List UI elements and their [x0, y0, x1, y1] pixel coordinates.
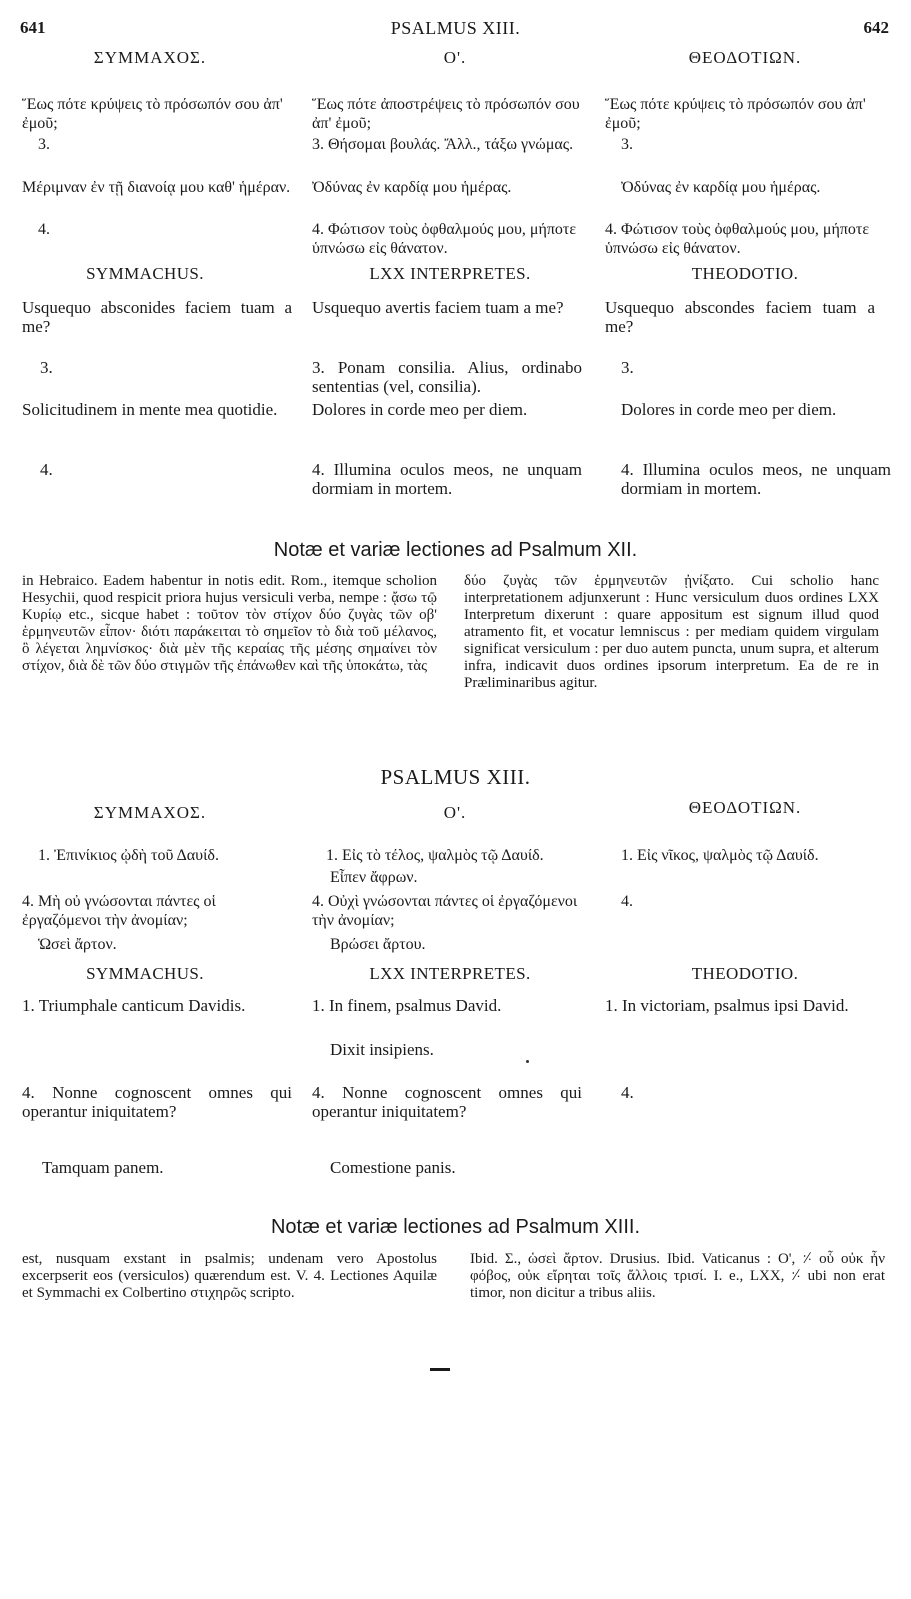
latin-cell: Solicitudinem in mente mea quotidie.: [22, 400, 278, 419]
latin-cell: Dixit insipiens.: [330, 1040, 434, 1059]
latin-cell: 4. Nonne cognoscent omnes qui operantur iniquitatem?: [312, 1083, 582, 1121]
header-symmachus-latin: SYMMACHUS.: [86, 964, 204, 983]
header-theodotion-latin: THEODOTIO.: [691, 264, 799, 283]
latin-cell: Comestione panis.: [330, 1158, 456, 1177]
latin-cell: 1. In finem, psalmus David.: [312, 996, 502, 1015]
latin-cell: 3.: [621, 358, 634, 377]
greek-cell: Ἕως πότε κρύψεις τὸ πρόσωπόν σου ἀπ' ἐμοῦ;: [605, 96, 866, 132]
greek-cell: Ὀδύνας ἐν καρδίᾳ μου ἡμέρας.: [621, 179, 821, 196]
header-symmachus-greek: ΣΥΜΜΑΧΟΣ.: [93, 803, 207, 822]
latin-cell: 4.: [40, 460, 53, 479]
latin-cell: 4. Nonne cognoscent omnes qui operantur iniquitatem?: [22, 1083, 292, 1121]
latin-cell: 3. Ponam consilia. Alius, ordinabo sententias (vel, consilia).: [312, 358, 582, 396]
greek-cell: Ὡσεὶ ἄρτον.: [38, 936, 117, 953]
greek-cell: 1. Εἰς τὸ τέλος, ψαλμὸς τῷ Δαυίδ.: [326, 847, 544, 864]
greek-cell: Μέριμναν ἐν τῇ διανοίᾳ μου καθ' ἡμέραν.: [22, 179, 291, 196]
header-lxx-greek: Ο'.: [443, 48, 467, 67]
latin-cell: 4. Illumina oculos meos, ne unquam dormiam in mortem.: [312, 460, 582, 498]
notes-title-psalm-13: Notæ et variæ lectiones ad Psalmum XIII.: [270, 1216, 641, 1238]
header-lxx-greek: Ο'.: [443, 803, 467, 822]
notes-text-left: in Hebraico. Eadem habentur in notis edit. Rom., itemque scholion Hesychii, quod respicit priora hujus versiculi verba, nempe : ᾄσω τῷ Κυρίῳ etc., sicque habet : τοῦτον τὸν στίχον δύο ζυγὰς τῶν οβ' ἑρμηνευτῶν εἶπον· διότι παράκειται τὸ σημεῖον τὸ διὰ τοῦ μέλανος, ὃ λέγεται λημνίσκος· διὰ μὲν τῆς κεραίας τῆς μέσης σημαίνει τὸν στίχον, διὰ δὲ τῶν δύο στιγμῶν τῆς ἐπάνωθεν καὶ τῆς ὑποκάτω, τὰς: [22, 573, 437, 674]
greek-cell: Βρώσει ἄρτου.: [330, 936, 426, 953]
latin-cell: 1. Triumphale canticum Davidis.: [22, 996, 246, 1015]
latin-cell: 4. Illumina oculos meos, ne unquam dormiam in mortem.: [621, 460, 891, 498]
notes-text-left: est, nusquam exstant in psalmis; undenam vero Apostolus excerpserit eos (versiculos) quærendum est. V. 4. Lectiones Aquilæ et Symmachi ex Colbertino στιχηρῶς scripto.: [22, 1251, 437, 1301]
notes-text-right: δύο ζυγὰς τῶν ἑρμηνευτῶν ᾐνίξατο. Cui scholio hanc interpretationem adjunxerunt : Hunc versiculum duos ordines LXX Interpretum dixerunt : quare appositum est signum illud quod atramento fit, et vocatur lemniscus : per mediam quidem virgulam significat versiculum : per duo autem puncta, unum supra, et alterum infra, indicavit duos ordines ipsorum interpretum. Ea de re in Præliminaribus agitur.: [464, 573, 879, 691]
greek-cell: Ἕως πότε κρύψεις τὸ πρόσωπόν σου ἀπ' ἐμοῦ;: [22, 96, 283, 132]
page-number-left: 641: [20, 18, 46, 37]
stray-mark: [526, 1060, 529, 1063]
notes-title-psalm-12: Notæ et variæ lectiones ad Psalmum XII.: [273, 539, 638, 561]
latin-cell: Dolores in corde meo per diem.: [312, 400, 528, 419]
greek-cell: 4.: [38, 221, 50, 238]
greek-cell: 4. Οὐχὶ γνώσονται πάντες οἱ ἐργαζόμενοι τὴν ἀνομίαν;: [312, 893, 578, 929]
greek-cell: 4. Μὴ οὐ γνώσονται πάντες οἱ ἐργαζόμενοι τὴν ἀνομίαν;: [22, 893, 216, 929]
header-lxx-latin: LXX INTERPRETES.: [369, 964, 531, 983]
latin-cell: Usquequo abscondes faciem tuam a me?: [605, 298, 875, 336]
greek-cell: 4. Φώτισον τοὺς ὀφθαλμούς μου, μήποτε ὑπνώσω εἰς θάνατον.: [605, 221, 870, 257]
header-theodotion-latin: THEODOTIO.: [691, 964, 799, 983]
greek-cell: 4. Φώτισον τοὺς ὀφθαλμούς μου, μήποτε ὑπνώσω εἰς θάνατον.: [312, 221, 577, 257]
end-dash: [430, 1368, 450, 1371]
notes-text-right: Ibid. Σ., ὡσεὶ ἄρτον. Drusius. Ibid. Vaticanus : Ο', ⸓ οὗ οὐκ ἦν φόβος, οὐκ εἴρηται τοῖς ἄλλοις τρισί. I. e., LXX, ⸓ ubi non erat timor, non dicitur a tribus aliis.: [470, 1251, 885, 1301]
latin-cell: 3.: [40, 358, 53, 377]
page-number-right: 642: [863, 18, 889, 37]
greek-cell: 1. Εἰς νῖκος, ψαλμὸς τῷ Δαυίδ.: [621, 847, 819, 864]
latin-cell: Usquequo absconides faciem tuam a me?: [22, 298, 292, 336]
greek-cell: Ὀδύνας ἐν καρδίᾳ μου ἡμέρας.: [312, 179, 512, 196]
greek-cell: 4.: [621, 893, 633, 910]
greek-cell: Ἕως πότε ἀποστρέψεις τὸ πρόσωπόν σου ἀπ' ἐμοῦ;: [312, 96, 580, 132]
running-title: PSALMUS XIII.: [390, 18, 521, 38]
latin-cell: Usquequo avertis faciem tuam a me?: [312, 298, 564, 317]
greek-cell: Εἶπεν ἄφρων.: [330, 869, 418, 886]
header-symmachus-latin: SYMMACHUS.: [86, 264, 204, 283]
latin-cell: Dolores in corde meo per diem.: [621, 400, 837, 419]
header-lxx-latin: LXX INTERPRETES.: [369, 264, 531, 283]
greek-cell: 3.: [38, 136, 50, 153]
psalm-13-title: PSALMUS XIII.: [380, 765, 531, 789]
header-theodotion-greek: ΘΕΟΔΟΤΙΩΝ.: [688, 48, 802, 67]
latin-cell: 4.: [621, 1083, 634, 1102]
header-theodotion-greek: ΘΕΟΔΟΤΙΩΝ.: [688, 798, 802, 817]
latin-cell: 1. In victoriam, psalmus ipsi David.: [605, 996, 849, 1015]
greek-cell: 3. Θήσομαι βουλάς. Ἄλλ., τάξω γνώμας.: [312, 136, 574, 153]
header-symmachus-greek: ΣΥΜΜΑΧΟΣ.: [93, 48, 207, 67]
latin-cell: Tamquam panem.: [42, 1158, 164, 1177]
greek-cell: 1. Ἐπινίκιος ᾠδὴ τοῦ Δαυίδ.: [38, 847, 219, 864]
greek-cell: 3.: [621, 136, 633, 153]
